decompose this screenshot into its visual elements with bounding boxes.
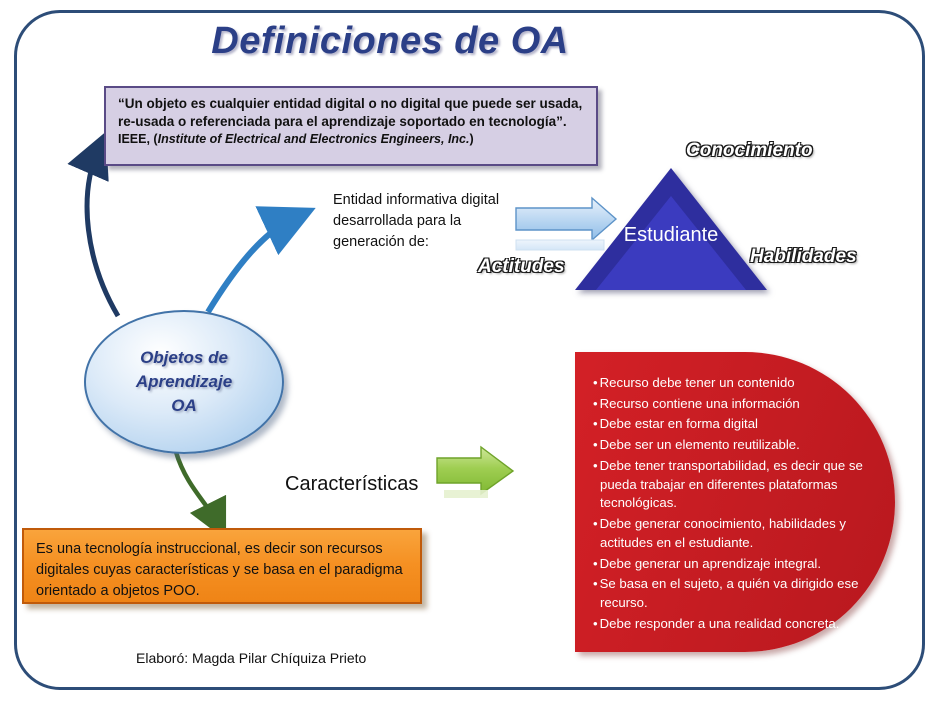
list-item: • Recurso contiene una información [593,395,865,414]
triangle-right-label: Habilidades [750,246,857,267]
list-item: • Debe responder a una realidad concreta. [593,615,865,634]
page-title: Definiciones de OA [211,20,569,62]
list-item: • Recurso debe tener un contenido [593,374,865,393]
caracteristicas-list [593,374,865,634]
source-suffix: ) [469,131,474,146]
central-node-line1: Objetos de [140,348,228,367]
author-credit: Elaboró: Magda Pilar Chíquiza Prieto [136,650,367,666]
caracteristicas-panel [575,352,895,652]
triangle-center-label: Estudiante [623,224,719,246]
list-item: • Debe generar conocimiento, habilidades y actitudes en el estudiante. [593,515,865,552]
list-item: • Debe tener transportabilidad, es decir que se pueda trabajar en diferentes plataformas tecnológicas. [593,457,865,513]
definition-source [118,131,586,148]
list-item: • Debe estar en forma digital [593,415,865,434]
list-item: • Debe ser un elemento reutilizable. [593,436,865,455]
caracteristicas-label: Características [285,473,419,495]
source-prefix: IEEE, ( [118,131,158,146]
tecnologia-instruccional-box: Es una tecnología instruccional, es decir son recursos digitales cuyas características y se basa en el paradigma orientado a objetos POO. [22,528,422,604]
source-italic: Institute of Electrical and Electronics Engineers, Inc. [157,131,470,146]
central-node-line3: OA [171,396,197,415]
central-node-line2: Aprendizaje [135,372,233,391]
list-item: • Debe generar un aprendizaje integral. [593,555,865,574]
triangle-left-label: Actitudes [478,256,565,277]
list-item: • Se basa en el sujeto, a quién va dirigido ese recurso. [593,575,865,612]
central-node-objetos-de-aprendizaje [84,310,284,454]
definition-quote-box [104,86,598,166]
definition-quote-text: “Un objeto es cualquier entidad digital o no digital que puede ser usada, re-usada o referenciada para el aprendizaje soportado en tecnología”. [118,96,583,129]
triangle-top-label: Conocimiento [686,140,813,161]
entidad-informativa-text: Entidad informativa digital desarrollada para la generación de: [333,192,500,251]
